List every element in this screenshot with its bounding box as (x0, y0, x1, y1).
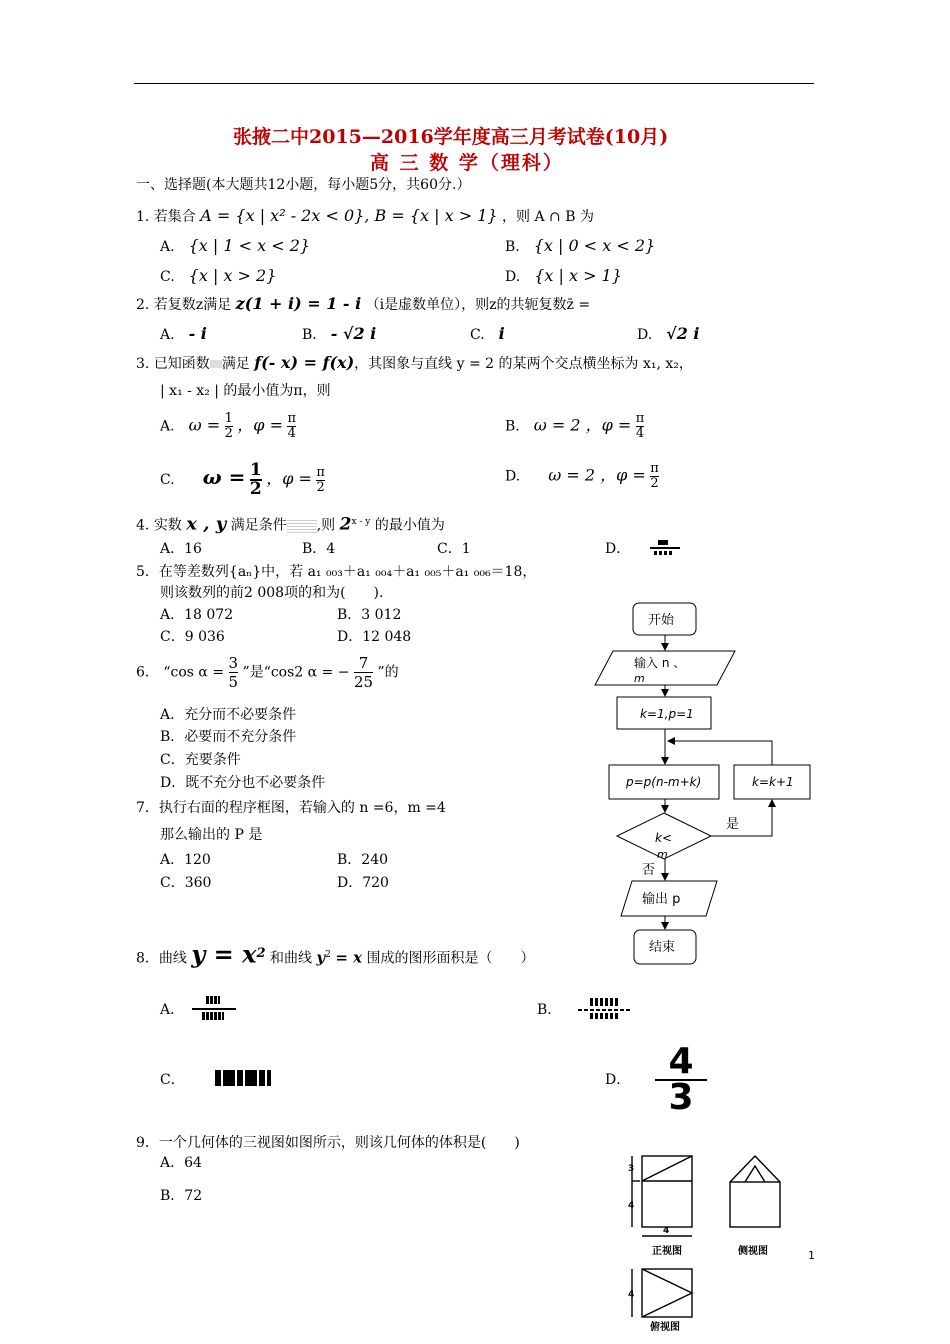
question-5-line2: 则该数列的前2 008项的和为( ). (160, 585, 384, 601)
q7-option-c: C．360 (160, 875, 212, 891)
q3-option-d: D. ω = 2 ，φ = $\frac{\pi}{2}$ (505, 461, 659, 491)
flow-no-label: 否 (642, 863, 656, 878)
question-4: 4. 实数 x , y 满足条件 ,则 2$^{x - y}$ 的最小值为 (136, 513, 445, 535)
dim-4c-label: 4 (628, 1290, 635, 1300)
q9-option-a: A．64 (160, 1155, 202, 1171)
exam-subtitle: 高 三 数 学（理科） (370, 152, 564, 174)
flow-cond-text: k< (655, 831, 673, 845)
top-view-caption: 俯视图 (650, 1322, 680, 1333)
flow-inc-text: k=k+1 (752, 775, 794, 789)
q8-option-a-image (192, 996, 236, 1022)
three-views (620, 1148, 820, 1344)
q3-option-b: B. ω = 2 ，φ = $\frac{\pi}{4}$ (505, 411, 645, 441)
front-view-rect (642, 1156, 692, 1227)
q6-option-b: B．必要而不充分条件 (160, 729, 297, 745)
flow-calc-text: p=p(n-m+k) (626, 775, 702, 789)
q3-option-c: C. ω = $\frac{1}{2}$ ，φ = $\frac{\pi}{2}$ (160, 460, 325, 499)
dim-4b-label: 4 (663, 1226, 670, 1236)
q8-option-c-image (215, 1070, 271, 1086)
q8-option-b-image (578, 998, 632, 1020)
q8-option-a: A． (160, 1002, 185, 1018)
q5-option-b: B．3 012 (337, 607, 402, 623)
page-number: 1 (808, 1249, 815, 1262)
q3-line2: | x₁ - x₂ | 的最小值为π，则 (160, 383, 331, 399)
flowchart (580, 598, 830, 970)
q2-option-a: A. - i (160, 324, 207, 343)
q9-option-b: B．72 (160, 1188, 203, 1204)
q1-option-a: A. {x | 1 < x < 2} (160, 236, 311, 255)
q4-option-a: A．16 (160, 541, 202, 557)
q8-option-b: B． (537, 1002, 562, 1018)
q7-option-a: A．120 (160, 852, 211, 868)
q8-option-d-fraction: 4 3 (655, 1045, 707, 1115)
q2-option-d: D. √2 i (637, 324, 700, 343)
flow-output-text: 输出 p (642, 892, 681, 907)
q5-option-c: C．9 036 (160, 629, 225, 645)
q6-option-a: A．充分而不必要条件 (160, 707, 297, 723)
question-1: 1. 若集合 A = {x | x² - 2x < 0}, B = {x | x > 1} ，则 A ∩ B 为 (136, 206, 594, 225)
section-heading: 一、选择题(本大题共12小题，每小题5分，共60分.） (136, 177, 471, 193)
q5-option-a: A．18 072 (160, 607, 234, 623)
flow-start-text: 开始 (648, 613, 675, 628)
q8-option-c: C． (160, 1072, 185, 1088)
q7-option-d: D．720 (337, 875, 389, 891)
question-2: 2. 若复数z满足 z(1 + i) = 1 - i （i是虚数单位），则z的共轭复数z̄ = (136, 294, 591, 313)
top-rule (134, 83, 814, 84)
q4-option-d: D． (605, 541, 631, 557)
flow-input-text: 输入 n 、 (634, 656, 686, 670)
question-3: 3. 已知函数 满足 f(- x) = f(x)，其图象与直线 y = 2 的某两个交点横坐标为 x₁, x₂， (136, 353, 693, 372)
flow-input-text-2: m (634, 672, 645, 685)
question-7-line2: 那么输出的 P 是 (160, 827, 263, 843)
flow-cond-text-2: m (657, 848, 668, 861)
dim-4-label: 4 (628, 1201, 635, 1211)
side-view-caption: 侧视图 (738, 1246, 768, 1257)
q4-option-c: C．1 (437, 541, 471, 557)
q2-option-b: B. - √2 i (302, 324, 377, 343)
q4-option-d-image (650, 540, 680, 556)
dim-3-label: 3 (628, 1164, 635, 1174)
q6-option-c: C．充要条件 (160, 752, 241, 768)
q2-option-c: C. i (470, 324, 505, 343)
top-view-rect (642, 1269, 692, 1317)
q8-option-d: D． (605, 1072, 631, 1088)
q1-option-d: D. {x | x > 1} (505, 266, 622, 285)
question-8: 8．曲线 $y = x^2$ 和曲线 $y^2 = x$ 围成的图形面积是（ ） (136, 939, 535, 969)
question-6: 6． “cos α = $\frac{3}{5}$ ”是“cos2 α = − $\frac{7}{25}$ ”的 (136, 654, 399, 691)
question-9: 9．一个几何体的三视图如图所示，则该几何体的体积是( ) (136, 1135, 520, 1151)
q1-option-c: C. {x | x > 2} (160, 266, 277, 285)
side-view-rect (730, 1182, 780, 1227)
question-5: 5．在等差数列{aₙ}中，若 a₁ ₀₀₃＋a₁ ₀₀₄＋a₁ ₀₀₅＋a₁ ₀₀₆＝18， (136, 564, 537, 580)
q7-option-b: B．240 (337, 852, 389, 868)
flow-end-text: 结束 (649, 940, 676, 955)
q3-option-a: A. ω = $\frac{1}{2}$ ，φ = $\frac{\pi}{4}$ (160, 411, 296, 441)
q4-option-b: B．4 (302, 541, 336, 557)
flow-yes-label: 是 (726, 817, 740, 832)
front-view-caption: 正视图 (652, 1246, 682, 1257)
q5-option-d: D．12 048 (337, 629, 412, 645)
q1-option-b: B. {x | 0 < x < 2} (505, 236, 656, 255)
question-7: 7．执行右面的程序框图，若输入的 n =6，m =4 (136, 800, 446, 816)
q6-option-d: D．既不充分也不必要条件 (160, 775, 326, 791)
flow-init-text: k=1,p=1 (640, 707, 694, 721)
exam-title: 张掖二中2015—2016学年度高三月考试卷(10月) (233, 126, 669, 148)
